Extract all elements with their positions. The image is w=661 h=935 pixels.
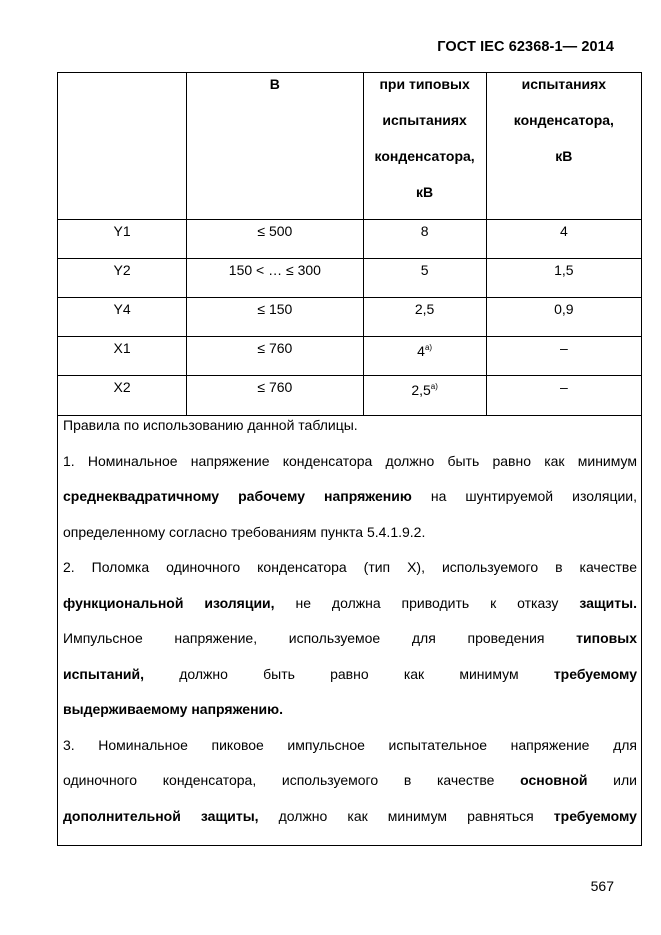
notes-row: [58, 416, 642, 846]
table-row: [58, 220, 642, 259]
bold-term: выдерживаемому напряжению.: [63, 701, 284, 717]
header-line: В: [269, 76, 280, 92]
note-line: [63, 452, 637, 488]
note-text: 3. Номинальное пиковое импульсное испытательное напряжение для: [63, 736, 637, 753]
header-line: испытаниях: [382, 112, 467, 128]
cell-type-test-voltage: 2,5: [363, 298, 486, 337]
note-text: или: [587, 772, 637, 788]
header-cell-type-test: [363, 73, 486, 220]
table-row: [58, 376, 642, 416]
capacitor-voltage-table: [57, 72, 642, 846]
cell-capacitor-type: Y1: [58, 220, 187, 259]
table-row: [58, 259, 642, 298]
cell-type-test-voltage: 8: [363, 220, 486, 259]
cell-rated-voltage: ≤ 500: [187, 220, 363, 259]
table-header-row: [58, 73, 642, 220]
cell-type-test-voltage: 2,5$^{a)}$: [363, 376, 486, 416]
header-line: кВ: [555, 148, 573, 164]
cell-routine-test-voltage: 4: [486, 220, 641, 259]
header-line: кВ: [416, 184, 434, 200]
bold-term: функциональной изоляции,: [63, 594, 275, 611]
bold-term: требуемому: [553, 665, 637, 682]
note-line: [63, 487, 637, 523]
bold-term: основной: [520, 772, 588, 788]
note-line: [63, 700, 637, 736]
cell-routine-test-voltage: 1,5: [486, 259, 641, 298]
cell-routine-test-voltage: 0,9: [486, 298, 641, 337]
cell-rated-voltage: ≤ 760: [187, 337, 363, 376]
note-text: 2. Поломка одиночного конденсатора (тип Х), используемого в качестве: [63, 559, 637, 575]
cell-type-test-voltage: 4$^{a)}$: [363, 337, 486, 376]
table-row: [58, 337, 642, 376]
note-text: определенному согласно требованиям пункта 5.4.1.9.2.: [63, 523, 426, 540]
note-text: не должна приводить к отказу: [274, 594, 580, 611]
cell-rated-voltage: ≤ 760: [187, 376, 363, 416]
cell-rated-voltage: ≤ 150: [187, 298, 363, 337]
bold-term: дополнительной защиты,: [63, 807, 259, 824]
table-row: [58, 298, 642, 337]
note-text: 1. Номинальное напряжение конденсатора должно быть равно как минимум: [63, 452, 637, 469]
note-text: одиночного конденсатора, используемого в качестве: [63, 772, 521, 788]
cell-type-test-voltage: 5: [363, 259, 486, 298]
note-text: Импульсное напряжение, используемое для проведения: [63, 630, 577, 646]
note-text: должно быть равно как минимум: [144, 665, 554, 682]
note-line: [63, 736, 637, 772]
cell-routine-test-voltage: –: [486, 376, 641, 416]
page-number: 567: [590, 878, 614, 894]
cell-capacitor-type: X2: [58, 376, 187, 416]
header-line: при типовых: [379, 76, 470, 92]
header-cell-type: [58, 73, 187, 220]
bold-term: среднеквадратичному рабочему напряжению: [63, 488, 412, 504]
note-line: [63, 665, 637, 701]
cell-capacitor-type: X1: [58, 337, 187, 376]
note-line: [63, 629, 637, 665]
note-line: [63, 523, 637, 559]
bold-term: испытаний,: [63, 665, 145, 682]
header-line: конденсатора,: [374, 148, 475, 164]
note-text: на шунтируемой изоляции,: [411, 488, 638, 504]
cell-capacitor-type: Y4: [58, 298, 187, 337]
footnote-marker: a): [430, 382, 438, 391]
note-line: [63, 807, 637, 843]
header-line: конденсатора,: [513, 112, 614, 128]
bold-term: защиты.: [579, 594, 637, 611]
cell-rated-voltage: 150 < … ≤ 300: [187, 259, 363, 298]
note-line: [63, 771, 637, 807]
notes-intro: Правила по использованию данной таблицы.: [63, 417, 358, 433]
note-text: должно как минимум равняться: [258, 807, 554, 824]
notes-cell: [58, 416, 642, 846]
note-line: [63, 594, 637, 630]
header-line: испытаниях: [521, 76, 607, 92]
bold-term: требуемому: [553, 807, 637, 824]
cell-routine-test-voltage: –: [486, 337, 641, 376]
note-line: [63, 558, 637, 594]
header-cell-routine-test: [486, 73, 641, 220]
header-cell-voltage: [187, 73, 363, 220]
document-code: ГОСТ IEC 62368-1— 2014: [437, 39, 614, 55]
bold-term: типовых: [576, 630, 637, 646]
footnote-marker: a): [424, 343, 433, 352]
cell-capacitor-type: Y2: [58, 259, 187, 298]
